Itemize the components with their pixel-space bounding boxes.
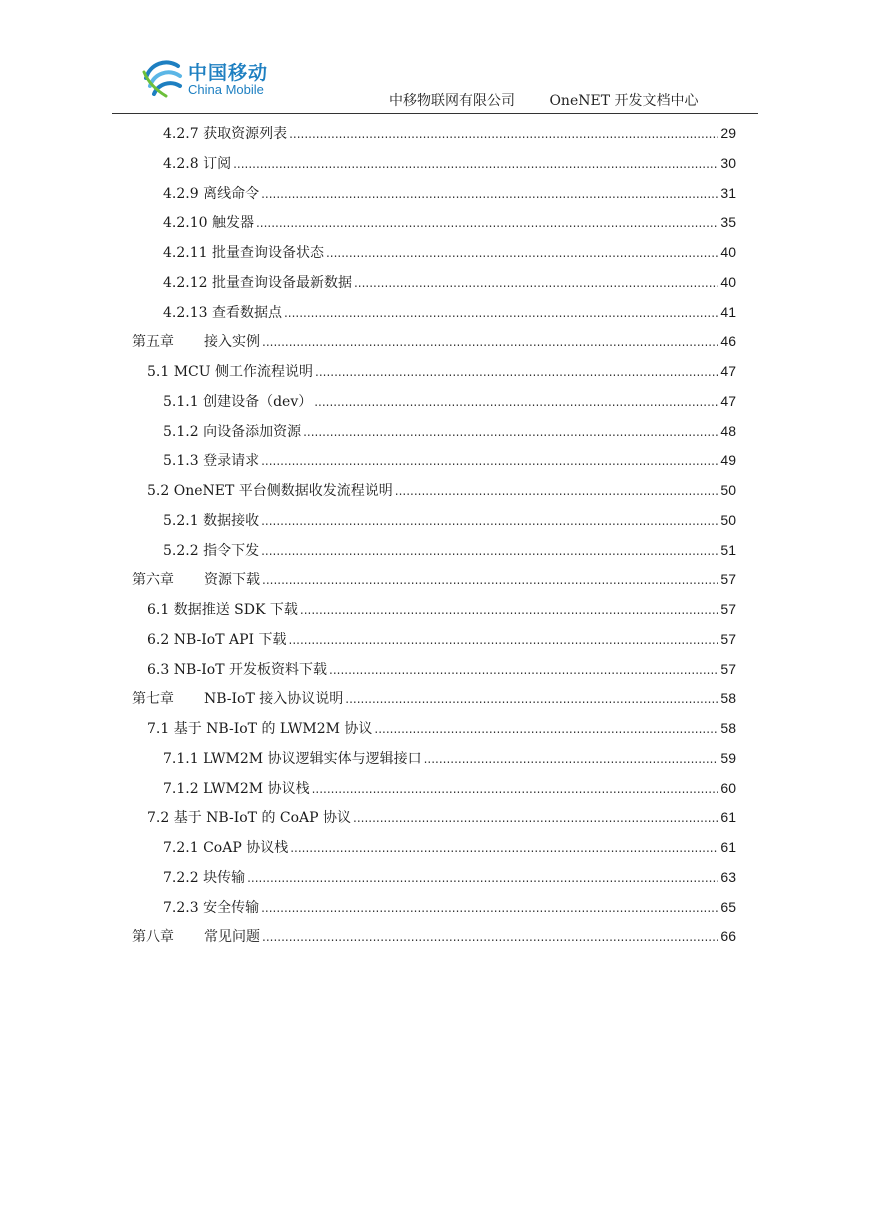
toc-dot-leader bbox=[290, 832, 718, 862]
china-mobile-logo bbox=[142, 56, 282, 100]
toc-page-number: 66 bbox=[720, 928, 736, 945]
toc-page-number: 50 bbox=[720, 482, 736, 498]
toc-page-number: 61 bbox=[720, 809, 736, 826]
toc-entry-title: 5.2.2 指令下发 bbox=[163, 542, 260, 559]
toc-entry-title: 4.2.9 离线命令 bbox=[163, 185, 260, 202]
toc-dot-leader bbox=[326, 237, 718, 267]
toc-entry-title: NB-IoT 接入协议说明 bbox=[204, 691, 344, 708]
toc-entry[interactable] bbox=[132, 326, 736, 356]
toc-dot-leader bbox=[374, 713, 718, 743]
toc-chapter-number: 第五章 bbox=[132, 334, 174, 351]
toc-page-number: 41 bbox=[720, 303, 736, 320]
toc-page-number: 35 bbox=[720, 214, 736, 231]
toc-page-number: 30 bbox=[720, 154, 736, 171]
toc-entry-title: 6.2 NB-IoT API 下载 bbox=[147, 631, 287, 648]
china-mobile-logo-icon bbox=[142, 56, 184, 100]
toc-entry[interactable] bbox=[132, 564, 736, 594]
toc-dot-leader bbox=[261, 892, 718, 922]
toc-page-number: 51 bbox=[720, 541, 736, 558]
toc-page-number: 65 bbox=[720, 898, 736, 915]
toc-entry-title: 7.2 基于 NB-IoT 的 CoAP 协议 bbox=[147, 810, 352, 827]
toc-entry-title: 4.2.12 批量查询设备最新数据 bbox=[163, 274, 352, 291]
toc-entry-title: 6.1 数据推送 SDK 下载 bbox=[147, 602, 298, 618]
logo-english-text: China Mobile bbox=[188, 82, 264, 97]
toc-page-number: 57 bbox=[720, 601, 736, 617]
toc-entry[interactable] bbox=[147, 624, 736, 654]
toc-entry[interactable] bbox=[132, 683, 736, 713]
toc-page-number: 48 bbox=[720, 422, 736, 439]
toc-entry-title: 7.2.3 安全传输 bbox=[163, 899, 260, 916]
toc-entry-title: 5.1.1 创建设备（dev） bbox=[163, 393, 313, 410]
toc-page-number: 47 bbox=[720, 363, 736, 379]
toc-entry[interactable] bbox=[163, 297, 736, 327]
toc-entry-title: 5.2 OneNET 平台侧数据收发流程说明 bbox=[147, 483, 393, 499]
toc-entry[interactable] bbox=[163, 832, 736, 862]
toc-page-number: 61 bbox=[720, 839, 736, 855]
toc-page-number: 40 bbox=[720, 273, 736, 290]
header-title bbox=[389, 90, 699, 110]
toc-page-number: 58 bbox=[720, 690, 736, 707]
toc-dot-leader bbox=[303, 416, 718, 446]
toc-entry[interactable] bbox=[163, 743, 736, 773]
toc-page-number: 49 bbox=[720, 452, 736, 469]
toc-dot-leader bbox=[312, 773, 719, 803]
toc-entry[interactable] bbox=[163, 773, 736, 803]
header-divider bbox=[112, 113, 758, 114]
toc-entry-title: 4.2.11 批量查询设备状态 bbox=[163, 245, 324, 261]
toc-entry-title: 4.2.8 订阅 bbox=[163, 155, 232, 172]
toc-entry[interactable] bbox=[147, 654, 736, 684]
toc-dot-leader bbox=[424, 743, 719, 773]
toc-page-number: 46 bbox=[720, 333, 736, 350]
toc-entry[interactable] bbox=[163, 535, 736, 565]
toc-entry[interactable] bbox=[163, 445, 736, 475]
toc-page-number: 57 bbox=[720, 630, 736, 647]
page-header bbox=[0, 0, 869, 114]
toc-entry[interactable] bbox=[163, 386, 736, 416]
toc-page-number: 50 bbox=[720, 511, 736, 528]
toc-dot-leader bbox=[314, 386, 718, 416]
toc-page-number: 31 bbox=[720, 184, 736, 201]
toc-dot-leader bbox=[289, 118, 718, 148]
toc-page-number: 57 bbox=[720, 660, 736, 677]
toc-page-number: 58 bbox=[720, 720, 736, 736]
toc-page-number: 47 bbox=[720, 392, 736, 409]
toc-entry-title: 7.2.2 块传输 bbox=[163, 869, 246, 886]
logo-chinese-text: 中国移动 bbox=[188, 62, 269, 84]
toc-page-number: 29 bbox=[720, 125, 736, 141]
toc-dot-leader bbox=[395, 475, 719, 505]
toc-dot-leader bbox=[262, 921, 718, 951]
toc-entry[interactable] bbox=[147, 594, 736, 624]
toc-dot-leader bbox=[262, 326, 718, 356]
toc-entry[interactable] bbox=[147, 356, 736, 386]
toc-dot-leader bbox=[262, 564, 718, 594]
toc-entry-title: 6.3 NB-IoT 开发板资料下载 bbox=[147, 661, 327, 678]
toc-dot-leader bbox=[261, 445, 718, 475]
toc-dot-leader bbox=[233, 148, 718, 178]
toc-entry-title: 常见问题 bbox=[204, 929, 260, 946]
toc-entry[interactable] bbox=[163, 118, 736, 148]
toc-entry[interactable] bbox=[132, 921, 736, 951]
toc-entry[interactable] bbox=[163, 207, 736, 237]
toc-entry[interactable] bbox=[163, 505, 736, 535]
toc-entry-title: 4.2.7 获取资源列表 bbox=[163, 126, 288, 142]
toc-chapter-number: 第六章 bbox=[132, 572, 174, 589]
toc-dot-leader bbox=[300, 594, 719, 624]
toc-dot-leader bbox=[261, 178, 718, 208]
toc-page-number: 63 bbox=[720, 868, 736, 885]
toc-page-number: 60 bbox=[720, 779, 736, 796]
toc-entry[interactable] bbox=[147, 475, 736, 505]
toc-dot-leader bbox=[329, 654, 718, 684]
toc-dot-leader bbox=[345, 683, 718, 713]
toc-entry[interactable] bbox=[163, 178, 736, 208]
toc-dot-leader bbox=[261, 505, 718, 535]
toc-dot-leader bbox=[289, 624, 719, 654]
toc-entry[interactable] bbox=[163, 148, 736, 178]
toc-dot-leader bbox=[256, 207, 718, 237]
toc-chapter-number: 第八章 bbox=[132, 929, 174, 946]
toc-page-number: 59 bbox=[720, 749, 736, 766]
toc-entry-title: 5.1.3 登录请求 bbox=[163, 453, 260, 470]
toc-entry[interactable] bbox=[147, 713, 736, 743]
toc-dot-leader bbox=[353, 802, 718, 832]
toc-dot-leader bbox=[284, 297, 718, 327]
toc-entry-title: 资源下载 bbox=[204, 572, 260, 589]
toc-entry-title: 4.2.10 触发器 bbox=[163, 215, 254, 232]
toc-entry-title: 5.1.2 向设备添加资源 bbox=[163, 423, 302, 440]
toc-entry-title: 7.1.2 LWM2M 协议栈 bbox=[163, 780, 310, 797]
header-company: 中移物联网有限公司 bbox=[389, 93, 515, 109]
toc-entry-title: 5.1 MCU 侧工作流程说明 bbox=[147, 364, 314, 380]
toc-entry[interactable] bbox=[163, 892, 736, 922]
toc-entry-title: 4.2.13 查看数据点 bbox=[163, 304, 282, 321]
toc-dot-leader bbox=[315, 356, 718, 386]
toc-entry-title: 7.1 基于 NB-IoT 的 LWM2M 协议 bbox=[147, 721, 373, 737]
toc-entry-title: 5.2.1 数据接收 bbox=[163, 512, 260, 529]
header-center-name: OneNET 开发文档中心 bbox=[549, 93, 699, 109]
toc-page-number: 57 bbox=[720, 571, 736, 588]
toc-entry[interactable] bbox=[163, 862, 736, 892]
toc-page-number: 40 bbox=[720, 244, 736, 260]
toc-entry[interactable] bbox=[163, 416, 736, 446]
toc-entry-title: 7.1.1 LWM2M 协议逻辑实体与逻辑接口 bbox=[163, 750, 422, 767]
toc-entry[interactable] bbox=[163, 237, 736, 267]
toc-entry[interactable] bbox=[163, 267, 736, 297]
toc-dot-leader bbox=[261, 535, 718, 565]
toc-entry-title: 7.2.1 CoAP 协议栈 bbox=[163, 840, 289, 856]
toc-dot-leader bbox=[354, 267, 718, 297]
toc-dot-leader bbox=[247, 862, 718, 892]
toc-entry-title: 接入实例 bbox=[204, 334, 260, 351]
toc-chapter-number: 第七章 bbox=[132, 691, 174, 708]
toc-entry[interactable] bbox=[147, 802, 736, 832]
